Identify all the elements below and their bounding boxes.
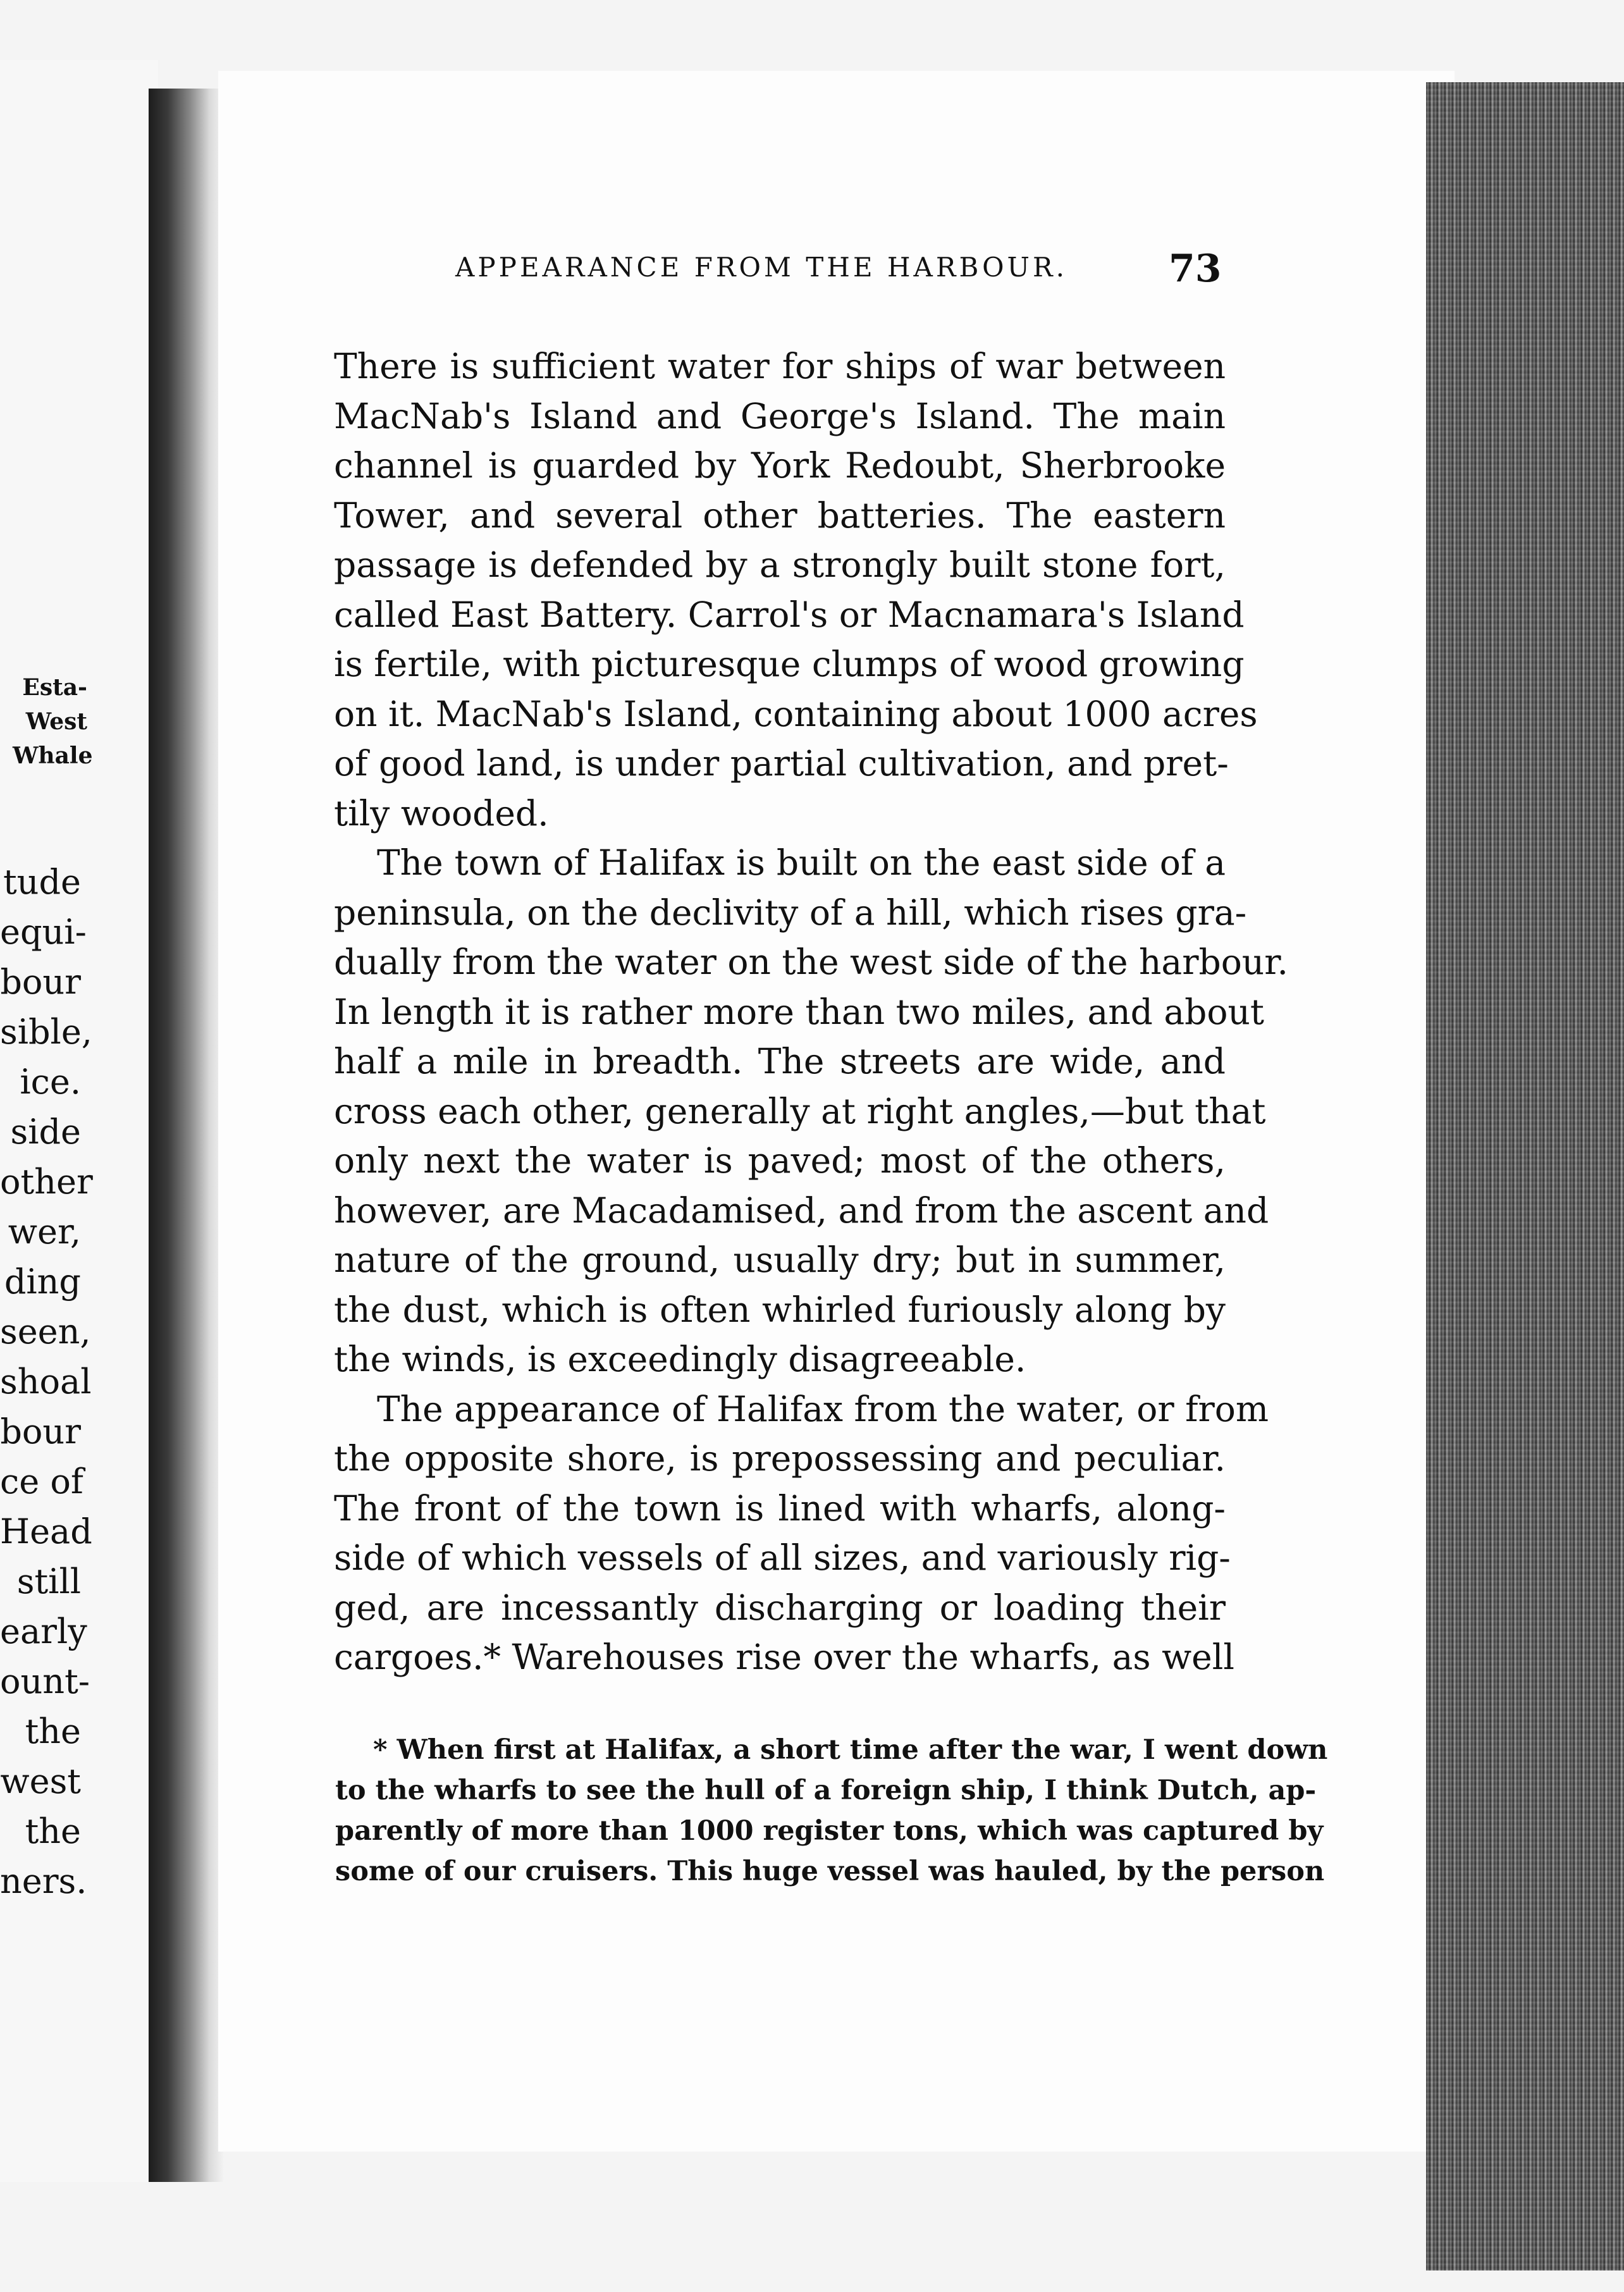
left-line: wer, — [8, 1212, 81, 1252]
body-line: dually from the water on the west side of the harbour. — [334, 942, 1288, 982]
footnote — [335, 1730, 1328, 1892]
left-line: seen, — [0, 1312, 91, 1352]
body-line: tily wooded. — [334, 792, 549, 834]
body-line: the dust, which is often whirled furiously along by — [334, 1289, 1226, 1330]
body-line: In length it is rather more than two miles, and about — [334, 991, 1265, 1032]
sidenote-line: West — [25, 708, 87, 735]
body-text — [334, 342, 1288, 1682]
left-line: side — [10, 1112, 81, 1152]
footnote-line: parently of more than 1000 register tons, which was captured by — [335, 1815, 1324, 1847]
left-line: ice. — [20, 1062, 81, 1102]
left-line: the — [25, 1711, 81, 1751]
body-line: Tower, and several other batteries. The eastern — [334, 495, 1226, 536]
left-line: other — [0, 1162, 93, 1202]
body-line: however, are Macadamised, and from the ascent and — [334, 1190, 1269, 1231]
left-line: Head — [0, 1512, 92, 1551]
book-gutter — [149, 89, 225, 2182]
left-line: the — [25, 1811, 81, 1851]
sidenote-line: Esta- — [22, 674, 87, 701]
body-line: the opposite shore, is prepossessing and peculiar. — [334, 1438, 1226, 1479]
left-line: early — [0, 1611, 87, 1651]
body-line: MacNab's Island and George's Island. The main — [334, 395, 1226, 436]
left-line: west — [0, 1761, 81, 1801]
footnote-line: * When first at Halifax, a short time after the war, I went down — [373, 1734, 1328, 1766]
left-page-text-fragments — [0, 857, 93, 1906]
body-line: ged, are incessantly discharging or loading their — [334, 1587, 1226, 1628]
body-line: nature of the ground, usually dry; but in summer, — [334, 1240, 1226, 1280]
body-line: is fertile, with picturesque clumps of wood growing — [334, 644, 1245, 684]
body-line: peninsula, on the declivity of a hill, which rises gra- — [334, 892, 1247, 933]
footnote-line: to the wharfs to see the hull of a foreign ship, I think Dutch, ap- — [335, 1775, 1317, 1806]
left-line: tude — [3, 862, 81, 902]
body-line: The appearance of Halifax from the water, or from — [377, 1388, 1269, 1429]
left-line: equi- — [0, 912, 87, 952]
running-head: APPEARANCE FROM THE HARBOUR. — [455, 252, 1067, 283]
body-line: half a mile in breadth. The streets are wide, and — [334, 1041, 1226, 1081]
body-line: the winds, is exceedingly disagreeable. — [334, 1339, 1026, 1379]
left-line: ount- — [0, 1661, 90, 1701]
left-line: shoal — [0, 1362, 92, 1402]
body-line: cargoes.* Warehouses rise over the wharfs, as well — [334, 1637, 1234, 1677]
page-number: 73 — [1169, 247, 1222, 291]
left-line: ding — [4, 1262, 81, 1302]
left-line: sible, — [0, 1012, 92, 1052]
body-line: of good land, is under partial cultivation, and pret- — [334, 743, 1229, 784]
body-line: on it. MacNab's Island, containing about 1000 acres — [334, 693, 1258, 734]
left-line: still — [16, 1562, 81, 1601]
left-line: ce of — [0, 1462, 83, 1501]
body-line: only next the water is paved; most of the others, — [334, 1140, 1226, 1181]
body-line: passage is defended by a strongly built stone fort, — [334, 545, 1226, 585]
sidenote-line: Whale — [13, 742, 93, 769]
body-line: cross each other, generally at right angles,—but that — [334, 1090, 1266, 1131]
left-line: bour — [0, 962, 81, 1002]
body-line: channel is guarded by York Redoubt, Sherbrooke — [334, 445, 1226, 486]
body-line: called East Battery. Carrol's or Macnamara's Island — [334, 594, 1245, 635]
body-line: The town of Halifax is built on the east side of a — [377, 842, 1226, 883]
left-line: bour — [0, 1412, 81, 1451]
body-line: The front of the town is lined with wharfs, along- — [334, 1488, 1226, 1529]
body-line: side of which vessels of all sizes, and variously rig- — [334, 1537, 1231, 1578]
page-edges-texture — [1426, 82, 1624, 2270]
footnote-line: some of our cruisers. This huge vessel was hauled, by the person — [335, 1856, 1325, 1887]
body-line: There is sufficient water for ships of war between — [334, 346, 1226, 386]
left-line: ners. — [0, 1861, 87, 1901]
left-page-sidenotes — [13, 670, 93, 773]
